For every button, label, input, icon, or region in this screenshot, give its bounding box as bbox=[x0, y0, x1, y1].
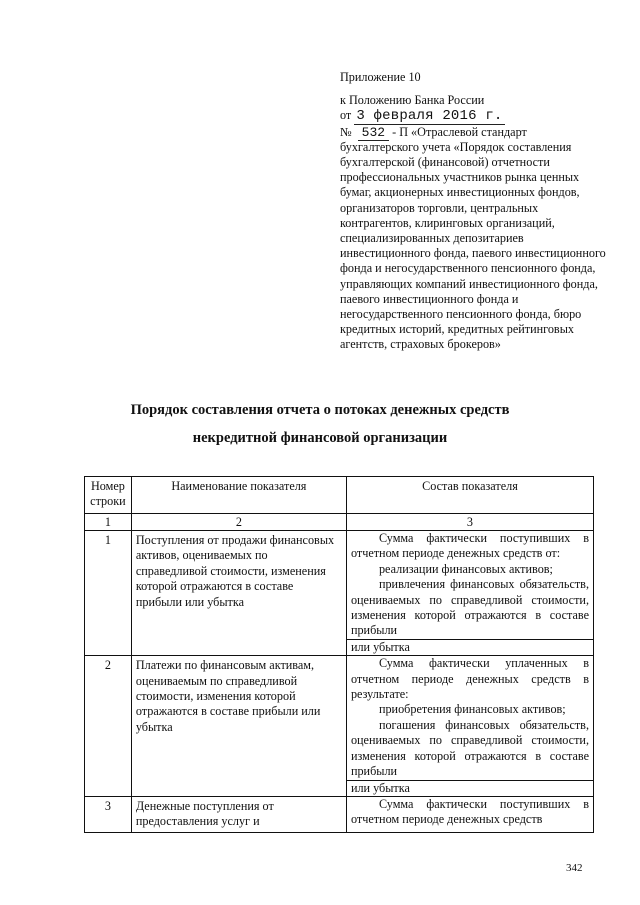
number-value: 532 bbox=[358, 125, 389, 141]
table-row bbox=[85, 531, 594, 656]
table-row bbox=[85, 796, 594, 832]
column-number: 3 bbox=[346, 514, 593, 531]
annex-number bbox=[340, 125, 610, 140]
annex-title: Приложение 10 bbox=[340, 70, 421, 84]
composition-intro: Сумма фактически поступивших в отчетном периоде денежных средств от: bbox=[350, 531, 589, 561]
composition-item: погашения финансовых обязательств, оцениваемых по справедливой стоимости, изменения которой отражаются в составе прибыли bbox=[350, 717, 589, 779]
header-indicator-composition: Состав показателя bbox=[346, 477, 593, 514]
composition-tail: или убытка bbox=[347, 639, 593, 655]
indicator-composition bbox=[346, 656, 593, 797]
column-number: 2 bbox=[131, 514, 346, 531]
table-row bbox=[85, 656, 594, 797]
composition-tail: или убытка bbox=[347, 780, 593, 796]
table-header-row bbox=[85, 477, 594, 514]
annex-date bbox=[340, 108, 610, 124]
column-numbers-row bbox=[85, 514, 594, 531]
composition-item: приобретения финансовых активов; bbox=[378, 702, 566, 717]
composition-intro: Сумма фактически поступивших в отчетном периоде денежных средств bbox=[350, 796, 589, 827]
indicator-name: Поступления от продажи финансовых активов, оцениваемых по справедливой стоимости, изменения которой отражаются в составе прибыли или убытка bbox=[131, 531, 346, 656]
number-prefix: № bbox=[340, 124, 352, 139]
document-heading-line2: некредитной финансовой организации bbox=[192, 430, 448, 446]
date-prefix: от bbox=[340, 108, 352, 123]
annex-description: бухгалтерского учета «Порядок составления бухгалтерской (финансовой) отчетности профессиональных участников рынка ценных бумаг, акционерных инвестиционных фондов, организаторов торговли, центральных контрагентов, клиринговых организаций, специализированных депозитариев инвестиционного фонда, паевого инвестиционного фонда и негосударственного пенсионного фонда, управляющих компаний инвестиционного фонда, паевого инвестиционного фонда и негосударственного пенсионного фонда, бюро кредитных историй, кредитных рейтинговых агентств, страховых брокеров» bbox=[340, 139, 606, 352]
column-number: 1 bbox=[85, 514, 132, 531]
row-number: 3 bbox=[85, 796, 132, 832]
indicator-name: Денежные поступления от предоставления услуг и bbox=[131, 796, 346, 832]
page-number: 342 bbox=[566, 862, 583, 874]
indicator-composition bbox=[346, 531, 593, 656]
document-heading-line1: Порядок составления отчета о потоках денежных средств bbox=[130, 402, 510, 418]
composition-item: привлечения финансовых обязательств, оцениваемых по справедливой стоимости, изменения которой отражаются в составе прибыли bbox=[350, 577, 589, 638]
annex-reference: к Положению Банка России bbox=[340, 93, 485, 108]
composition-intro: Сумма фактически уплаченных в отчетном периоде денежных средств в результате: bbox=[350, 656, 589, 702]
row-number: 1 bbox=[85, 531, 132, 656]
date-value: 3 февраля 2016 г. bbox=[356, 108, 503, 125]
composition-item: реализации финансовых активов; bbox=[378, 561, 553, 576]
number-suffix: - П «Отраслевой стандарт bbox=[392, 124, 527, 139]
header-row-number: Номер строки bbox=[85, 477, 132, 514]
indicator-composition bbox=[346, 796, 593, 832]
indicator-name: Платежи по финансовым активам, оцениваемым по справедливой стоимости, изменения которой отражаются в составе прибыли или убытка bbox=[131, 656, 346, 797]
annex-header bbox=[340, 70, 610, 353]
header-indicator-name: Наименование показателя bbox=[131, 477, 346, 514]
indicators-table bbox=[84, 476, 594, 833]
row-number: 2 bbox=[85, 656, 132, 797]
